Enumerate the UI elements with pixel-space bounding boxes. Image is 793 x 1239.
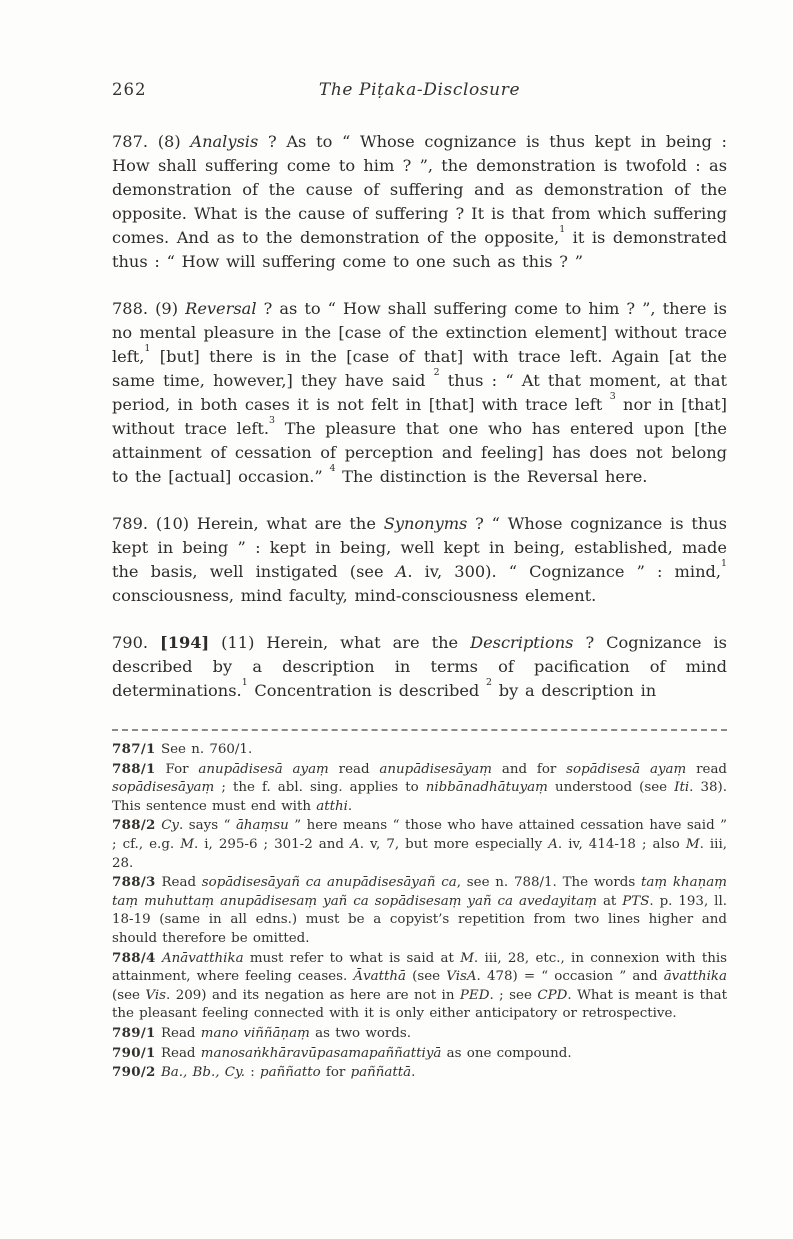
footnote-label: 787/1: [112, 741, 156, 757]
footnote-text: See n. 760/1.: [160, 742, 253, 757]
footnote-label: 788/1: [112, 760, 156, 777]
footnote-text: Read mano viññāṇaṃ as two words.: [160, 1025, 411, 1041]
footnote-text: Anāvatthika must refer to what is said at M. iii, 28, etc., in connexion with this attainment, where feeling ceases. Āvatthā (see VisA. 478) = “ occasion ” and āvatthika (see Vis. 209) and its negation as here are not in PED. ; see CPD. What is meant is that the pleasant feeling connected with it is only either anticipatory or retrospective.: [112, 950, 728, 1022]
footnote-text: Ba., Bb., Cy. : paññatto for paññattā.: [160, 1065, 416, 1081]
running-title: The Piṭaka-Disclosure: [318, 80, 521, 100]
paragraph-787: 787. (8) Analysis ? As to “ Whose cognizance is thus kept in being : How shall suffering come to him ? ”, the demonstration is twofold : as demonstration of the cause of suffering and as demonstration of the opposite. What is the cause of suffering ? It is that from which suffering comes. And as to the demonstration of the opposite,$^1$ it is demonstrated thus : “ How will suffering come to one such as this ? ”: [112, 132, 727, 271]
footnote-789-1: [112, 1024, 727, 1044]
footnote-text: Read sopādisesāyañ ca anupādisesāyañ ca, see n. 788/1. The words taṃ khaṇaṃ taṃ muhuttaṃ anupādisesaṃ yañ ca sopādisesaṃ yañ ca avedayitaṃ at PTS. p. 193, ll. 18-19 (same in all edns.) must be a copyist’s repetition from two lines higher and should therefore be omitted.: [112, 875, 727, 946]
footnote-787-1: [112, 740, 727, 760]
footnote-label: 788/4: [112, 949, 156, 966]
paragraph-788: 788. (9) Reversal ? as to “ How shall suffering come to him ? ”, there is no mental pleasure in the [case of the extinction element] without trace left,$^1$ [but] there is in the [case of that] with trace left. Again [at the same time, however,] they have said $^2$ thus : “ At that moment, at that period, in both cases it is not felt in [that] with trace left $^3$ nor in [that] without trace left.$^3$ The pleasure that one who has entered upon [the attainment of cessation of perception and feeling] has does not belong to the [actual] occasion.” $^4$ The distinction is the Reversal here.: [112, 299, 728, 486]
footnotes-block: [112, 740, 727, 1083]
footnote-label: 790/1: [112, 1044, 156, 1061]
footnote-label: 788/3: [112, 874, 156, 891]
footnote-788-1: [112, 760, 727, 817]
main-text: [112, 130, 727, 703]
footnote-text: For anupādisesā ayaṃ read anupādisesāyaṃ and for sopādisesā ayaṃ read sopādisesāyaṃ ; the f. abl. sing. applies to nibbānadhātuyaṃ understood (see Iti. 38). This sentence must end with atthi.: [112, 761, 728, 814]
footnote-text: Read manosaṅkhāravūpasamapaññattiyā as one compound.: [160, 1045, 572, 1061]
footnote-788-3: [112, 873, 727, 948]
paragraph-789: 789. (10) Herein, what are the Synonyms ? “ Whose cognizance is thus kept in being ” : kept in being, well kept in being, established, made the basis, well instigated (see A. iv, 300). “ Cognizance ” : mind,$^1$ consciousness, mind faculty, mind-consciousness element.: [112, 514, 727, 605]
paragraph-790: 790. [194] (11) Herein, what are the Descriptions ? Cognizance is described by a description in terms of pacification of mind determinations.$^1$ Concentration is described $^2$ by a description in: [112, 633, 727, 700]
footnote-788-2: [112, 816, 727, 873]
footnote-label: 788/2: [112, 817, 156, 834]
footnote-label: 790/2: [112, 1064, 156, 1081]
footnote-label: 789/1: [112, 1024, 156, 1041]
footnote-separator: [112, 729, 727, 731]
footnote-790-2: [112, 1063, 727, 1083]
footnote-788-4: [112, 949, 727, 1024]
footnote-790-1: [112, 1044, 727, 1064]
page-number: 262: [112, 80, 147, 99]
footnote-text: Cy. says “ āhaṃsu ” here means “ those who have attained cessation have said ” ; cf., e.g. M. i, 295-6 ; 301-2 and A. v, 7, but more especially A. iv, 414-18 ; also M. iii, 28.: [112, 818, 727, 871]
page-header: [112, 80, 727, 104]
